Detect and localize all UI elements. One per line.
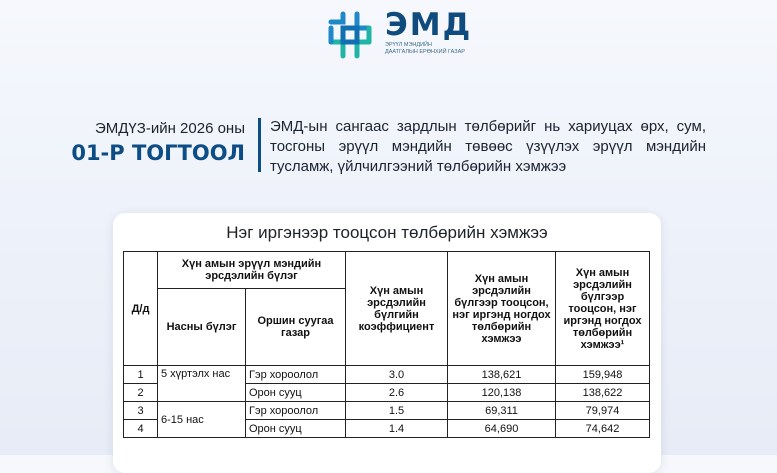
header-residence: Оршин суугаа газар xyxy=(246,289,346,366)
residence-cell: Орон сууц xyxy=(246,384,346,402)
age-group-cell: 5 хүртэлх нас xyxy=(158,366,246,402)
logo-name: ЭМД xyxy=(385,7,473,43)
coefficient-cell: 3.0 xyxy=(346,366,448,384)
age-group-cell: 6-15 нас xyxy=(158,402,246,438)
payment-cell: 138,621 xyxy=(448,366,556,384)
table-title: Нэг иргэнээр тооцсон төлбөрийн хэмжээ xyxy=(226,223,548,242)
header-payment-adjusted: Хүн амын эрсдэлийн бүлгээр тооцсон, нэг иргэнд ногдох төлбөрийн хэмжээ¹ xyxy=(556,252,650,366)
row-number: 4 xyxy=(124,420,158,438)
payment-adjusted-cell: 138,622 xyxy=(556,384,650,402)
resolution-number: 01-Р ТОГТООЛ xyxy=(71,141,245,165)
row-number: 3 xyxy=(124,402,158,420)
residence-cell: Гэр хороолол xyxy=(246,402,346,420)
row-number: 2 xyxy=(124,384,158,402)
coefficient-cell: 1.5 xyxy=(346,402,448,420)
payment-cell: 64,690 xyxy=(448,420,556,438)
coefficient-cell: 1.4 xyxy=(346,420,448,438)
row-number: 1 xyxy=(124,366,158,384)
emd-knot-icon xyxy=(323,8,377,62)
header-no: Д/д xyxy=(124,252,158,366)
resolution-heading xyxy=(60,120,245,168)
emd-logo xyxy=(323,8,472,62)
residence-cell: Гэр хороолол xyxy=(246,366,346,384)
logo-subtitle: ЭРҮҮЛ МЭНДИЙН ДААТГАЛЫН ЕРӨНХИЙ ГАЗАР xyxy=(385,42,465,55)
payment-adjusted-cell: 159,948 xyxy=(556,366,650,384)
table-card xyxy=(113,213,661,473)
heading-divider xyxy=(258,118,261,172)
resolution-org-line: ЭМДҮЗ-ийн 2026 оны xyxy=(95,120,245,137)
coefficient-cell: 2.6 xyxy=(346,384,448,402)
payment-table xyxy=(123,251,650,438)
header-payment: Хүн амын эрсдэлийн бүлгээр тооцсон, нэг иргэнд ногдох төлбөрийн хэмжээ xyxy=(448,252,556,366)
table-row xyxy=(124,366,650,384)
residence-cell: Орон сууц xyxy=(246,420,346,438)
payment-cell: 69,311 xyxy=(448,402,556,420)
payment-cell: 120,138 xyxy=(448,384,556,402)
payment-adjusted-cell: 74,642 xyxy=(556,420,650,438)
header-age-group: Насны бүлэг xyxy=(158,289,246,366)
header-coefficient: Хүн амын эрсдэлийн бүлгийн коэффициент xyxy=(346,252,448,366)
payment-adjusted-cell: 79,974 xyxy=(556,402,650,420)
header-risk-group: Хүн амын эрүүл мэндийн эрсдэлийн бүлэг xyxy=(158,252,346,289)
resolution-description: ЭМД-ын сангаас зардлын төлбөрийг нь хариуцах өрх, сум, тосгоны эрүүл мэндийн төвөөс үзүүлэх эрүүл мэндийн тусламж, үйлчилгээний төлбөрийн хэмжээ xyxy=(270,118,706,175)
table-row xyxy=(124,402,650,420)
